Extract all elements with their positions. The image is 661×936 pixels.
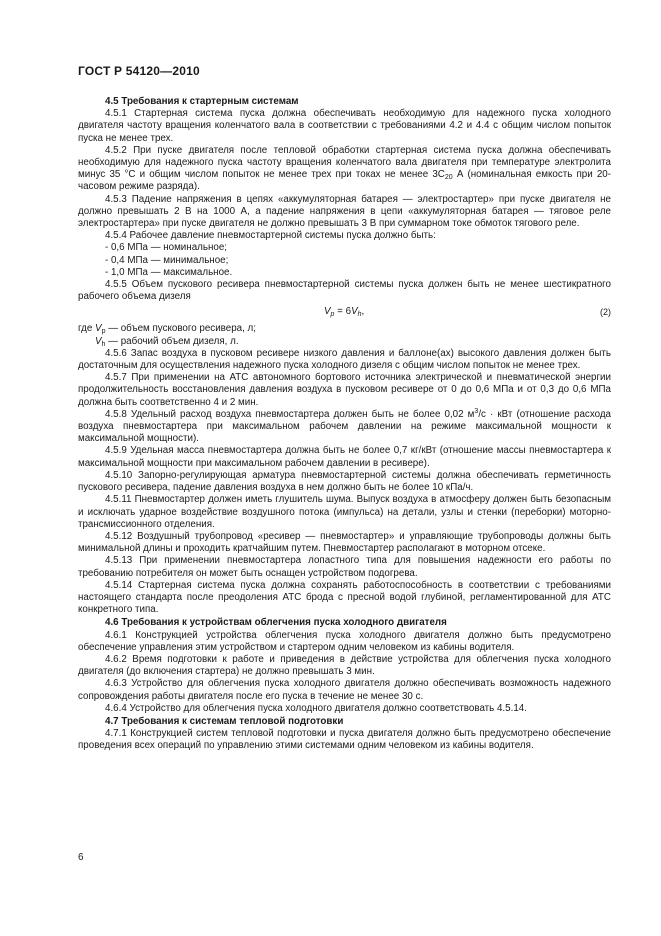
paragraph-4-5-13: 4.5.13 При применении пневмостартера лопастного типа для повышения надежности его работы по требованию потребителя он может быть оснащен устройством подогрева.: [78, 555, 611, 579]
formula-2: [78, 305, 611, 321]
formula-legend-vh: $V_h$ — рабочий объем дизеля, л.: [95, 335, 239, 348]
section-heading-4-5: 4.5 Требования к стартерным системам: [105, 96, 299, 107]
paragraph-4-5-6: 4.5.6 Запас воздуха в пусковом ресивере низкого давления и баллоне(ах) высокого давления должен быть достаточным для осуществления надежного пуска холодного дизеля с общим числом попыток не менее трех.: [78, 347, 611, 372]
document-body: [78, 95, 611, 753]
formula-expression: $V_p = 6V_h$,: [324, 306, 365, 319]
paragraph-4-5-3: 4.5.3 Падение напряжения в цепях «аккумуляторная батарея — электростартер» при пуске двигателя не должно превышать 2 В на 1000 А, а падение напряжения в цепи «аккумуляторная батарея — тяговое реле электростартера» при пуске двигателя не должно превышать 3 В при суммарном токе обмоток тягового реле.: [78, 193, 611, 230]
formula-number: (2): [600, 307, 611, 318]
paragraph-4-5-9: 4.5.9 Удельная масса пневмостартера должна быть не более 0,7 кг/кВт (отношение массы пневмостартера к максимальной мощности при максимальном рабочем давлении в ресивере).: [78, 445, 611, 469]
list-item: - 0,4 МПа — минимальное;: [105, 254, 229, 266]
page-number: 6: [78, 852, 84, 863]
paragraph-4-5-7: 4.5.7 При применении на АТС автономного бортового источника электрической и пневматической энергии продолжительность восстановления давления воздуха в пусковом ресивере от 0 до 0,6 МПа и от 0,3 до 0,6 МПа должна быть соответственно 4 и 2 мин.: [78, 372, 611, 408]
paragraph-4-6-2: 4.6.2 Время подготовки к работе и приведения в действие устройства для облегчения пуска холодного двигателя (до включения стартера) не должно превышать 3 мин.: [78, 653, 611, 678]
section-heading-4-6: 4.6 Требования к устройствам облегчения пуска холодного двигателя: [105, 617, 447, 629]
paragraph-4-5-5: 4.5.5 Объем пускового ресивера пневмостартерной системы пуска должен быть не менее шестикратного рабочего объема дизеля: [78, 279, 611, 303]
paragraph-4-5-1: 4.5.1 Стартерная система пуска должна обеспечивать необходимую для надежного пуска холодного двигателя частоту вращения коленчатого вала в соответствии с требованиями 4.2 и 4.4 с общим числом попыток пуска не менее трех.: [78, 108, 611, 144]
paragraph-4-6-3: 4.6.3 Устройство для облегчения пуска холодного двигателя должно обеспечивать возможность надежного сопровождения работы двигателя после его пуска в течение не менее 30 с.: [78, 678, 611, 702]
paragraph-4-5-12: 4.5.12 Воздушный трубопровод «ресивер — пневмостартер» и управляющие трубопроводы должны быть минимальной длины и проходить кратчайшим путем. Пневмостартер располагают в моторном отсеке.: [78, 530, 611, 555]
paragraph-4-5-2: 4.5.2 При пуске двигателя после тепловой обработки стартерная система пуска должна обеспечивать необходимую для надежного пуска частоту вращения коленчатого вала двигателя при температуре электролита минус 35 °С и общим числом попыток не менее трех при токах не менее $3С_{20}$ А (номинальная емкость при 20-часовом режиме разряда).: [78, 144, 611, 193]
paragraph-4-5-4: 4.5.4 Рабочее давление пневмостартерной системы пуска должно быть:: [105, 230, 436, 242]
document-header: ГОСТ Р 54120—2010: [78, 64, 200, 78]
paragraph-4-7-1: 4.7.1 Конструкцией систем тепловой подготовки и пуска двигателя должно быть предусмотрено обеспечение проведения всех операций по управлению этими системами одним человеком из кабины водителя.: [78, 728, 611, 752]
paragraph-4-5-8: 4.5.8 Удельный расход воздуха пневмостартера должен быть не более 0,02 $м^3/с$ · кВт (отношение расхода воздуха пневмостартера при максимальном рабочем давлении на режиме максимальной мощности к максимальной мощности).: [78, 407, 612, 445]
paragraph-4-5-10: 4.5.10 Запорно-регулирующая арматура пневмостартерной системы должна обеспечивать герметичность пускового ресивера, падение давления воздуха в нем должно быть не более 10 кПа/ч.: [78, 469, 611, 494]
paragraph-4-5-11: 4.5.11 Пневмостартер должен иметь глушитель шума. Выпуск воздуха в атмосферу должен быть безопасным и исключать ударное воздействие воздушного потока (импульса) на детали, узлы и стенки (переборки) моторно-трансмиссионного отделения.: [78, 494, 611, 530]
formula-legend-vp: где $V_p$ — объем пускового ресивера, л;: [78, 323, 256, 336]
paragraph-4-6-4: 4.6.4 Устройство для облегчения пуска холодного двигателя должно соответствовать 4.5.14.: [105, 702, 527, 714]
list-item: - 0,6 МПа — номинальное;: [105, 242, 227, 254]
section-heading-4-7: 4.7 Требования к системам тепловой подготовки: [105, 715, 344, 727]
list-item: - 1,0 МПа — максимальное.: [105, 266, 233, 278]
paragraph-4-6-1: 4.6.1 Конструкцией устройства облегчения пуска холодного двигателя должно быть предусмотрено обеспечение управления этим устройством и стартером одним человеком из кабины водителя.: [78, 629, 611, 653]
paragraph-4-5-14: 4.5.14 Стартерная система пуска должна сохранять работоспособность в соответствии с требованиями настоящего стандарта после преодоления АТС брода с пресной водой глубиной, регламентированной для АТС конкретного типа.: [78, 579, 611, 616]
